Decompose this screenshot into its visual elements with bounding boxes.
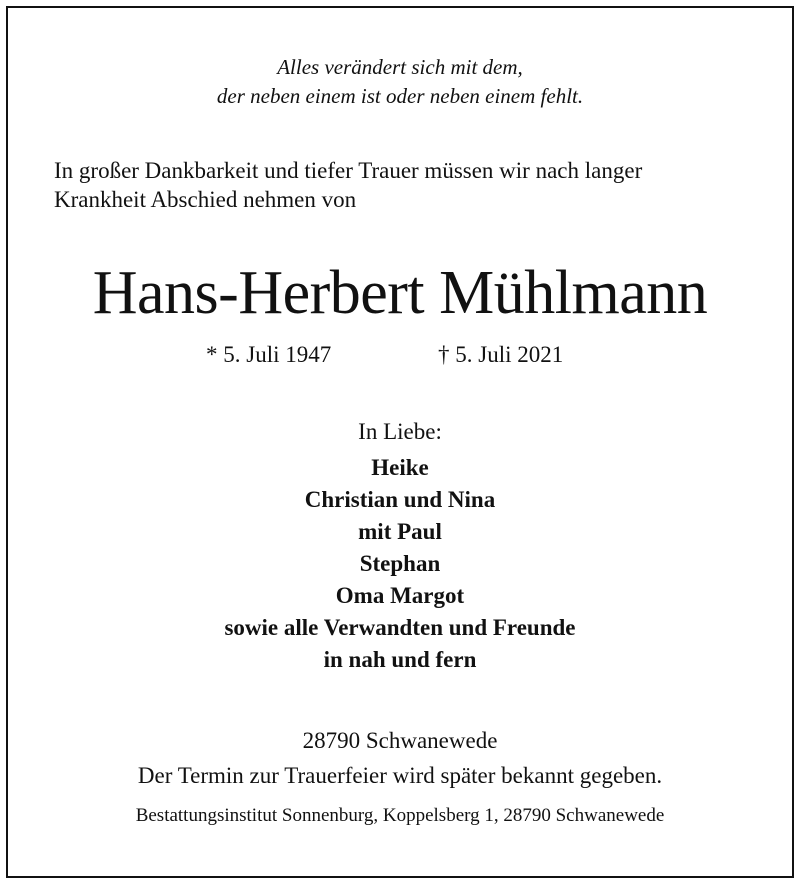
birth-date: * 5. Juli 1947: [206, 342, 332, 367]
mourner-name: Christian und Nina: [304, 487, 496, 512]
mourner-name: in nah und fern: [323, 647, 477, 672]
intro-line-2: Krankheit Abschied nehmen von: [54, 187, 357, 212]
mourners-label: In Liebe:: [358, 419, 442, 444]
ceremony-notice: Der Termin zur Trauerfeier wird später bekannt gegeben.: [137, 763, 663, 788]
quote-line-2: der neben einem ist oder neben einem fehlt.: [216, 84, 584, 108]
mourner-name: Heike: [371, 455, 429, 480]
death-date: † 5. Juli 2021: [438, 342, 564, 367]
mourner-name: mit Paul: [358, 519, 442, 544]
mourner-name: sowie alle Verwandten und Freunde: [224, 615, 576, 640]
intro-line-1: In großer Dankbarkeit und tiefer Trauer müssen wir nach langer: [54, 158, 643, 183]
undertaker-line: Bestattungsinstitut Sonnenburg, Koppelsberg 1, 28790 Schwanewede: [135, 805, 665, 826]
mourner-name: Oma Margot: [335, 583, 465, 608]
deceased-name: Hans-Herbert Mühlmann: [92, 259, 708, 327]
quote-line-1: Alles verändert sich mit dem,: [277, 55, 523, 79]
place-line: 28790 Schwanewede: [302, 728, 498, 753]
mourner-name: Stephan: [359, 551, 441, 576]
